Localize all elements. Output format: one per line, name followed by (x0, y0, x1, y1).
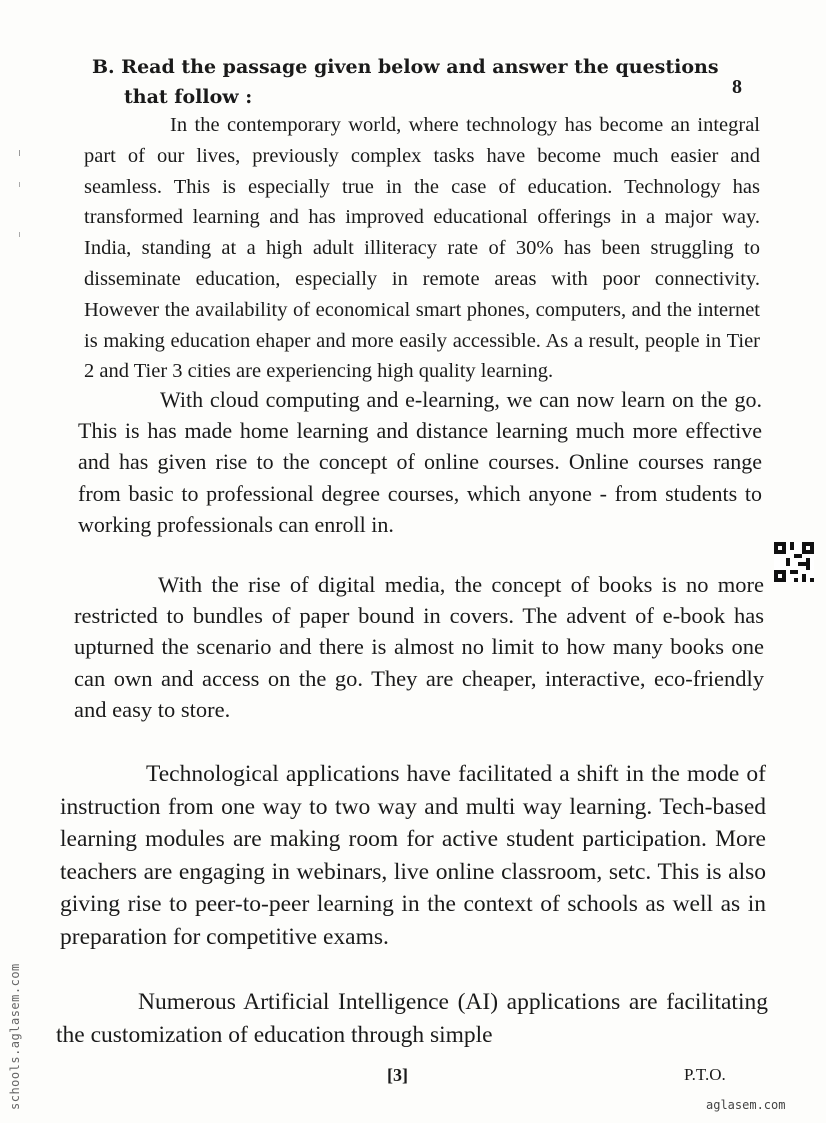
passage-paragraph-3: With the rise of digital media, the concept of books is no more restricted to bundles of paper bound in covers. The advent of e-book has upturned the scenario and there is almost no limit to how many books one can own and access on the go. They are cheaper, interactive, eco-friendly and easy to store. (74, 572, 764, 722)
passage-paragraph-2: With cloud computing and e-learning, we can now learn on the go. This is has made home learning and distance learning much more effective and has given rise to the concept of online courses. Online courses range from basic to professional degree courses, which anyone - from students to working professionals can enroll in. (78, 387, 762, 537)
qr-code-icon[interactable] (774, 542, 814, 582)
page-number: [3] (387, 1065, 408, 1085)
question-heading (92, 52, 742, 112)
heading-line-1: B. Read the passage given below and answer the questions (92, 56, 719, 78)
heading-line-2: that follow : (124, 86, 253, 108)
scan-edge-marks (18, 150, 22, 250)
passage-paragraph-4: Technological applications have facilitated a shift in the mode of instruction from one way to two way and multi way learning. Tech-based learning modules are making room for active student participation. More teachers are engaging in webinars, live online classroom, setc. This is also giving rise to peer-to-peer learning in the context of schools as well as in preparation for competitive exams. (60, 761, 766, 950)
marks-value: 8 (732, 76, 742, 98)
bottom-watermark[interactable]: aglasem.com (706, 1098, 786, 1112)
passage-paragraph-5: Numerous Artificial Intelligence (AI) applications are facilitating the customization of education through simple (56, 989, 768, 1048)
passage-paragraph-1: In the contemporary world, where technology has become an integral part of our lives, previously complex tasks have become much easier and seamless. This is especially true in the case of education. Technology has transformed learning and has improved educational offerings in a major way. India, standing at a high adult illiteracy rate of 30% has been struggling to disseminate education, especially in remote areas with poor connectivity. However the availability of economical smart phones, computers, and the internet is making education ehaper and more easily accessible. As a result, people in Tier 2 and Tier 3 cities are experiencing high quality learning. (84, 114, 760, 383)
pto-label: P.T.O. (684, 1065, 726, 1084)
side-watermark: schools.aglasem.com (8, 963, 22, 1110)
